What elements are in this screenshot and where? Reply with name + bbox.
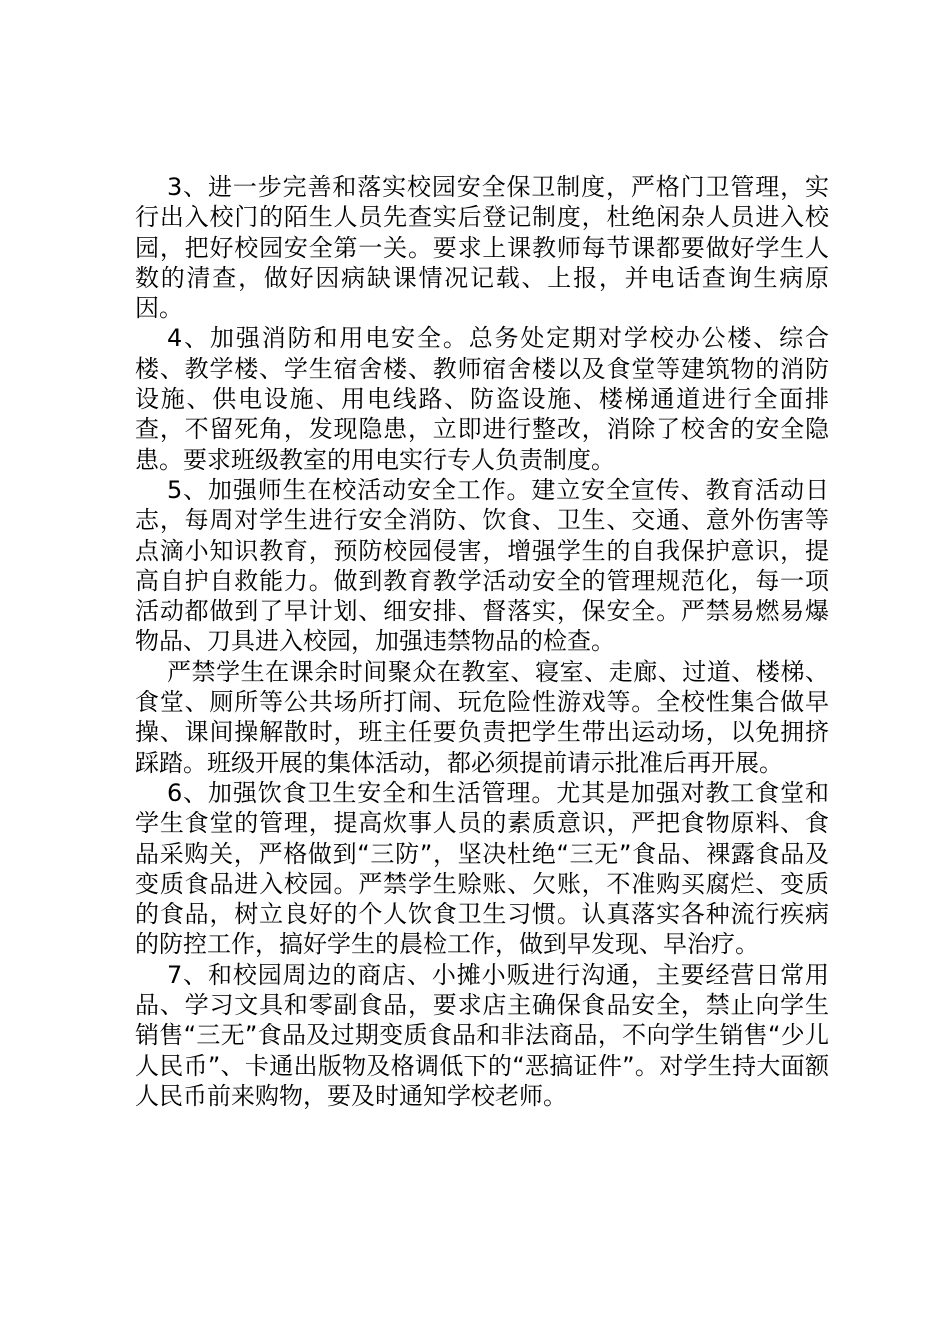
paragraph-item-5: 5、加强师生在校活动安全工作。建立安全宣传、教育活动日志，每周对学生进行安全消防、饮食、卫生、交通、意外伤害等点滴小知识教育，预防校园侵害，增强学生的自我保护意识，提高自护自救能力。做到教育教学活动安全的管理规范化，每一项活动都做到了早计划、细安排、督落实，保安全。严禁易燃易爆物品、刀具进入校园，加强违禁物品的检查。 [135,475,829,656]
paragraph-item-3: 3、进一步完善和落实校园安全保卫制度，严格门卫管理，实行出入校门的陌生人员先查实后登记制度，杜绝闲杂人员进入校园，把好校园安全第一关。要求上课教师每节课都要做好学生人数的清查，做好因病缺课情况记载、上报，并电话查询生病原因。 [135,173,829,323]
paragraph-item-5-continued: 严禁学生在课余时间聚众在教室、寝室、走廊、过道、楼梯、食堂、厕所等公共场所打闹、玩危险性游戏等。全校性集合做早操、课间操解散时，班主任要负责把学生带出运动场，以免拥挤踩踏。班级开展的集体活动，都必须提前请示批准后再开展。 [135,657,829,777]
paragraph-item-6: 6、加强饮食卫生安全和生活管理。尤其是加强对教工食堂和学生食堂的管理，提高炊事人员的素质意识，严把食物原料、食品采购关，严格做到“三防”，坚决杜绝“三无”食品、裸露食品及变质食品进入校园。严禁学生赊账、欠账，不准购买腐烂、变质的食品，树立良好的个人饮食卫生习惯。认真落实各种流行疾病的防控工作，搞好学生的晨检工作，做到早发现、早治疗。 [135,778,829,959]
paragraph-item-7: 7、和校园周边的商店、小摊小贩进行沟通，主要经营日常用品、学习文具和零副食品，要求店主确保食品安全，禁止向学生销售“三无”食品及过期变质食品和非法商品，不向学生销售“少儿人民币”、卡通出版物及格调低下的“恶搞证件”。对学生持大面额人民币前来购物，要及时通知学校老师。 [135,960,829,1110]
document-page [135,172,829,1111]
paragraph-item-4: 4、加强消防和用电安全。总务处定期对学校办公楼、综合楼、教学楼、学生宿舍楼、教师宿舍楼以及食堂等建筑物的消防设施、供电设施、用电线路、防盗设施、楼梯通道进行全面排查，不留死角，发现隐患，立即进行整改，消除了校舍的安全隐患。要求班级教室的用电实行专人负责制度。 [135,324,829,474]
